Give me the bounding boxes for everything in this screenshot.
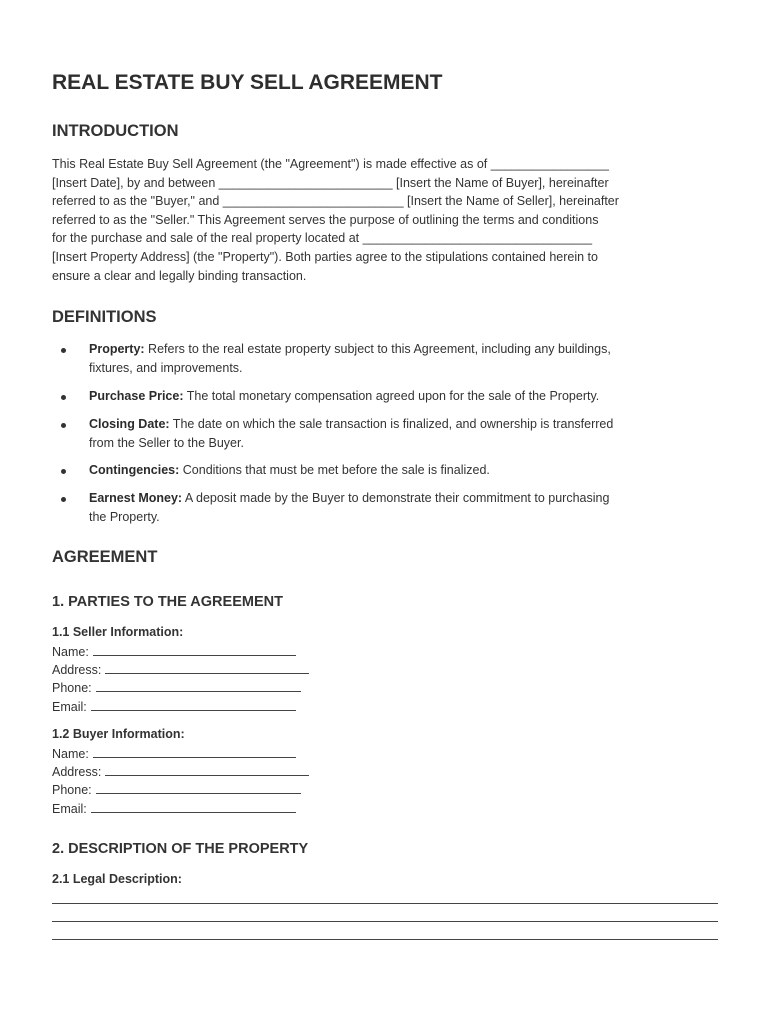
definition-term: Closing Date:: [89, 417, 170, 431]
seller-phone-field[interactable]: [52, 680, 301, 695]
field-label: Email:: [52, 802, 87, 816]
definition-term: Purchase Price:: [89, 389, 184, 403]
bullet-icon: [61, 423, 66, 428]
bullet-icon: [61, 348, 66, 353]
introduction-heading: INTRODUCTION: [52, 122, 179, 140]
definitions-heading: DEFINITIONS: [52, 308, 157, 326]
buyer-name-field[interactable]: [52, 746, 296, 761]
intro-line: referred to as the "Buyer," and __________________________ [Insert the Name of Seller], hereinafter: [52, 194, 619, 209]
blank-line[interactable]: [96, 680, 301, 692]
seller-info-heading: 1.1 Seller Information:: [52, 625, 184, 639]
legal-description-line[interactable]: [52, 903, 718, 904]
field-label: Name:: [52, 645, 89, 659]
legal-description-line[interactable]: [52, 939, 718, 940]
property-description-heading: 2. DESCRIPTION OF THE PROPERTY: [52, 841, 309, 857]
seller-address-field[interactable]: [52, 662, 309, 677]
buyer-phone-field[interactable]: [52, 782, 301, 797]
definition-text: fixtures, and improvements.: [89, 360, 243, 375]
field-label: Name:: [52, 747, 89, 761]
agreement-heading: AGREEMENT: [52, 548, 158, 566]
intro-line: ensure a clear and legally binding transaction.: [52, 268, 307, 283]
definition-term: Earnest Money:: [89, 491, 183, 505]
definition-term: Contingencies:: [89, 463, 180, 477]
buyer-address-field[interactable]: [52, 764, 309, 779]
definition-text: Conditions that must be met before the sale is finalized.: [179, 463, 490, 477]
definition-text: from the Seller to the Buyer.: [89, 435, 244, 450]
blank-line[interactable]: [93, 644, 296, 656]
field-label: Phone:: [52, 681, 92, 695]
legal-description-line[interactable]: [52, 921, 718, 922]
field-label: Email:: [52, 700, 87, 714]
definition-text: A deposit made by the Buyer to demonstrate their commitment to purchasing: [182, 491, 610, 505]
definition-text: the Property.: [89, 509, 160, 524]
parties-heading: 1. PARTIES TO THE AGREEMENT: [52, 594, 283, 610]
field-label: Address:: [52, 765, 102, 779]
definition-text: Refers to the real estate property subject to this Agreement, including any buildings,: [144, 342, 611, 356]
field-label: Address:: [52, 663, 102, 677]
field-label: Phone:: [52, 783, 92, 797]
intro-line: for the purchase and sale of the real property located at _________________________________: [52, 231, 593, 246]
definition-text: The date on which the sale transaction is finalized, and ownership is transferred: [169, 417, 614, 431]
definition-text: The total monetary compensation agreed upon for the sale of the Property.: [183, 389, 600, 403]
definition-term: Property:: [89, 342, 145, 356]
intro-line: [Insert Property Address] (the "Property"). Both parties agree to the stipulations contained herein to: [52, 249, 598, 264]
bullet-icon: [61, 497, 66, 502]
buyer-info-heading: 1.2 Buyer Information:: [52, 727, 185, 741]
intro-line: referred to as the "Seller." This Agreement serves the purpose of outlining the terms and conditions: [52, 212, 599, 227]
document-title: REAL ESTATE BUY SELL AGREEMENT: [52, 71, 443, 94]
blank-line[interactable]: [96, 782, 301, 794]
blank-line[interactable]: [91, 699, 296, 711]
intro-line: [Insert Date], by and between _________________________ [Insert the Name of Buyer], hereinafter: [52, 175, 609, 190]
legal-description-heading: 2.1 Legal Description:: [52, 872, 182, 886]
blank-line[interactable]: [91, 801, 296, 813]
seller-name-field[interactable]: [52, 644, 296, 659]
intro-line: This Real Estate Buy Sell Agreement (the "Agreement") is made effective as of _________________: [52, 157, 609, 171]
bullet-icon: [61, 469, 66, 474]
blank-line[interactable]: [93, 746, 296, 758]
seller-email-field[interactable]: [52, 699, 296, 714]
blank-line[interactable]: [105, 764, 309, 776]
bullet-icon: [61, 395, 66, 400]
introduction-paragraph: [52, 155, 720, 285]
blank-line[interactable]: [105, 662, 309, 674]
buyer-email-field[interactable]: [52, 801, 296, 816]
